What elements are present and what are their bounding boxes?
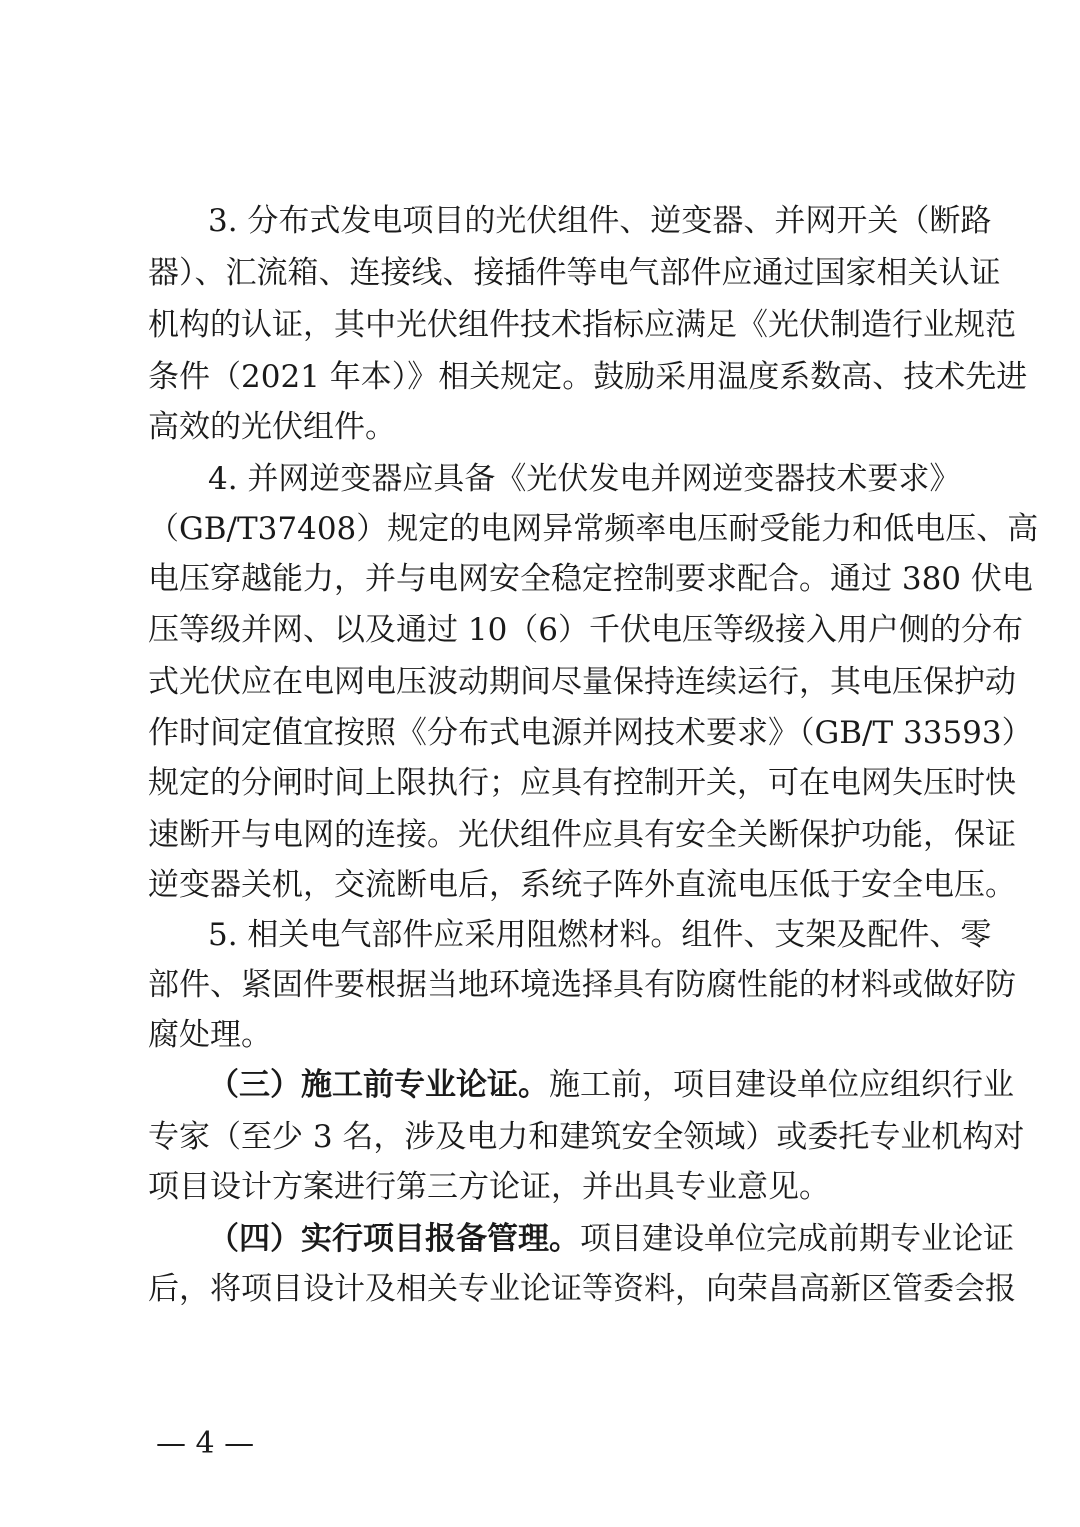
- paragraph-line: 高效的光伏组件。: [148, 409, 396, 445]
- paragraph-line: 器）、汇流箱、连接线、接插件等电气部件应通过国家相关认证: [148, 255, 1001, 291]
- paragraph-line: 逆变器关机，交流断电后，系统子阵外直流电压低于安全电压。: [148, 867, 1016, 903]
- section-four-text: 项目建设单位完成前期专业论证: [580, 1221, 1014, 1257]
- paragraph-line: 速断开与电网的连接。光伏组件应具有安全关断保护功能，保证: [148, 817, 1016, 853]
- section-four-heading: （四）实行项目报备管理。: [208, 1221, 580, 1257]
- paragraph-line: 5. 相关电气部件应采用阻燃材料。组件、支架及配件、零: [208, 917, 992, 953]
- paragraph-line: 专家（至少 3 名，涉及电力和建筑安全领域）或委托专业机构对: [148, 1119, 1025, 1155]
- paragraph-line: 机构的认证，其中光伏组件技术指标应满足《光伏制造行业规范: [148, 307, 1016, 343]
- section-three-first-line: [208, 1058, 1014, 1112]
- paragraph-line: 4. 并网逆变器应具备《光伏发电并网逆变器技术要求》: [208, 461, 961, 497]
- section-three-text: 施工前，项目建设单位应组织行业: [549, 1067, 1014, 1103]
- paragraph-line: 项目设计方案进行第三方论证，并出具专业意见。: [148, 1169, 830, 1205]
- paragraph-line: 3. 分布式发电项目的光伏组件、逆变器、并网开关（断路: [208, 203, 992, 239]
- paragraph-line: 条件（2021 年本）》相关规定。鼓励采用温度系数高、技术先进: [148, 359, 1028, 395]
- paragraph-line: 腐处理。: [148, 1017, 272, 1053]
- page-number: — 4 —: [156, 1426, 255, 1461]
- paragraph-line: 规定的分闸时间上限执行；应具有控制开关，可在电网失压时快: [148, 765, 1016, 801]
- paragraph-line: 部件、紧固件要根据当地环境选择具有防腐性能的材料或做好防: [148, 967, 1016, 1003]
- paragraph-line: （GB/T37408）规定的电网异常频率电压耐受能力和低电压、高: [148, 511, 1039, 547]
- section-four-first-line: [208, 1212, 1014, 1266]
- paragraph-line: 式光伏应在电网电压波动期间尽量保持连续运行，其电压保护动: [148, 664, 1016, 700]
- paragraph-line: 电压穿越能力，并与电网安全稳定控制要求配合。通过 380 伏电: [148, 561, 1033, 597]
- section-three-heading: （三）施工前专业论证。: [208, 1067, 549, 1103]
- paragraph-line: 压等级并网、以及通过 10（6）千伏电压等级接入用户侧的分布: [148, 612, 1024, 648]
- paragraph-line: 作时间定值宜按照《分布式电源并网技术要求》（GB/T 33593）: [148, 715, 1033, 751]
- paragraph-line: 后，将项目设计及相关专业论证等资料，向荣昌高新区管委会报: [148, 1271, 1016, 1307]
